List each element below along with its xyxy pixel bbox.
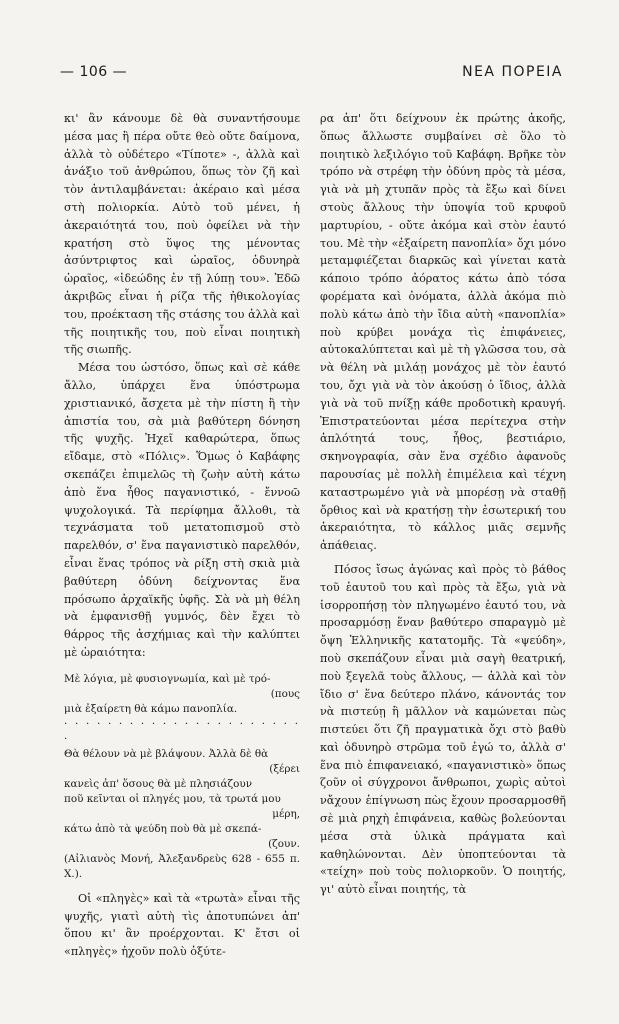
verse-line: κάτω ἀπὸ τὰ ψεύδη ποὺ θὰ μὲ σκεπά-: [64, 822, 262, 835]
verse-line: Θὰ θέλουν νὰ μὲ βλάψουν. Ἀλλὰ δὲ θὰ: [64, 747, 269, 760]
paragraph: Οἱ «πληγὲς» καὶ τὰ «τρωτὰ» εἶναι τῆς ψυχῆς, γιατὶ αὐτὴ τὶς ἀποτυπώνει ἀπ' ὅπου κι' ἂν προέρχονται. Κ' ἔτσι οἱ «πληγὲς» ἠχοῦν πολὺ ὀξύτε-: [64, 891, 300, 959]
paragraph: Μέσα του ὡστόσο, ὅπως καὶ σὲ κάθε ἄλλο, ὑπάρχει ἕνα ὑπόστρωμα χριστιανικό, ἄσχετα μὲ τὴν πίστη ἢ τὴν ἀπιστία του, σὰ μιὰ βαθύτερη δόνηση τῆς ψυχῆς. Ἠχεῖ καθαρώτερα, ὅπως εἴδαμε, στὸ «Πόλις». Ὅμως ὁ Καβάφης σκεπάζει ἐπιμελῶς τὴ ζωὴν αὐτὴ κάτω ἀπὸ ἕνα ἦθος παγανιστικό, - ἔννοῶ ψυχολογικά. Τὰ περίφημα ἄλλοθι, τὰ τεχνάσματα τοῦ μετατοπισμοῦ στὸ παρελθόν, σ' ἕνα παγανιστικὸ παρελθόν, εἶναι ἕνας τρόπος νὰ ρίξη στὴ σκιὰ μιὰ βαθύτερη ὀδύνη δείχνοντας ἕνα πρόσωπο ἀρχαϊκῆς ὑφῆς. Σὰ νὰ μὴ θέλη νὰ ἐμφανισθῇ γυμνός, δὲν ἔχει τὸ θάρρος τῆς ἀσχήμιας καὶ τὴν καλύπτει μὲ ὡραιότητα:: [64, 361, 300, 659]
paragraph: ρα ἀπ' ὅτι δείχνουν ἐκ πρώτης ἀκοῆς, ὅπως ἄλλωστε συμβαίνει σὲ ὅλο τὸ ποιητικὸ λεξιλόγιο τοῦ Καβάφη. Βρῆκε τὸν τρόπο νὰ στρέφη τὴν ὀδύνη πρὸς τὰ μέσα, γιὰ νὰ μὴ χτυπᾶν πρὸς τὰ ἔξω καὶ δίνει στοὺς ἄλλους τὴν ὑποψία τοῦ κρυφοῦ μαρτυρίου, - οὔτε ἀκόμα καὶ στὸν ἑαυτό του. Μὲ τὴν «ἐξαίρετη πανοπλία» ὄχι μόνο μεταμφιέζεται διαρκῶς καὶ γίνεται κατὰ κάποιο τρόπο ἀόρατος κάτω ἀπὸ τόσα φορέματα καὶ ὀνόματα, ἀλλὰ ἀκόμα πιὸ πολὺ κάτω ἀπὸ τὴν ἴδια αὐτὴ «πανοπλία» ποὺ κρύβει μονάχα τὶς ἐπιφάνειες, αὐτοκαλύπτεται καὶ μὲ τὴ γλῶσσα του, σὰ νὰ θέλη νὰ μιλάῃ μονάχος μὲ τὸν ἑαυτό του, ὄχι γιὰ νὰ τὸν ἀκούσῃ ὁ ἴδιος, ἀλλὰ γιὰ νὰ τοῦ πνίξῃ κάθε προδοτικὴ κραυγή. Ἐπιστρατεύονται μέσα περίτεχνα στὴν ἁπλότητά τους, ἦθος, βεστιάριο, σκηνογραφία, σὰν ἕνα σχέδιο ἀφανοῦς παρουσίας μὲ πολλὴ ἐπιμέλεια καὶ τέχνη καταστρωμένο γιὰ νὰ μπορέσῃ νὰ σταθῇ ὄρθιος καὶ νὰ κρατήσῃ τὴν ἐσωτερική του ἀκεραιότητα, τὸ κάλλος μιᾶς σεμνῆς ἀπάθειας.: [320, 112, 566, 553]
verse-line: μιὰ ἐξαίρετη θὰ κάμω πανοπλία.: [64, 702, 238, 715]
verse-line-continuation: (πους: [270, 687, 300, 700]
page-header: [60, 64, 563, 88]
paragraph: κι' ἂν κάνουμε δὲ θὰ συναντήσουμε μέσα μας ἢ πέρα οὔτε θεὸ οὔτε δαίμονα, ἀλλὰ τὸ οὐδέτερο «Τίποτε» -, ἀλλὰ καὶ ἀνάξιο τοῦ ἀνθρώπου, ὅπως τὸν ζῆ καὶ τὸν ἀντιλαμβάνεται: ἀκέραιο καὶ μέσα στὴ πολιορκία. Αὐτὸ τοῦ μένει, ἡ ἀκεραιότητά του, ποὺ ὀφείλει νὰ τὴν κρατήση στὸ ὕψος της μένοντας ἀσύντριφτος καὶ ὡραῖος, ὀδυνηρὰ ὡραῖος, «ἰδεώδης ἐν τῇ λύπῃ του». Ἐδῶ ἀκριβῶς εἶναι ἡ ρίζα τῆς ἠθικολογίας του, προέκταση τῆς στάσης του ἀλλὰ καὶ τῆς ποιητικῆς του, ποὺ εἶναι ποιητικὴ τῆς σιωπῆς.: [64, 112, 300, 357]
page-number: — 106 —: [60, 64, 128, 80]
paragraph: Πόσος ἴσως ἀγώνας καὶ πρὸς τὸ βάθος τοῦ ἑαυτοῦ του καὶ πρὸς τὰ ἔξω, γιὰ νὰ ἰσορροπήσῃ τὸν πληγωμένο ἑαυτό του, νὰ προσαρμόσῃ ἕναν βαθύτερο σπαραγμὸ μὲ ὄψη Ἑλληνικῆς κατατομῆς. Τὰ «ψεύδη», ποὺ σκεπάζουν εἶναι μιὰ σαγὴ θεατρική, ποὺ ξεγελᾶ τοὺς ἄλλους, — ἀλλὰ καὶ τὸν ἴδιο σ' ἕνα δεύτερο πλάνο, κάνοντάς τον νὰ πιστεύῃ ἢ μᾶλλον νὰ καμώνεται πὼς πιστεύει ὅτι ζῆ πραγματικὰ ὄχι στὸ βαθὺ καὶ ὀδυνηρὸ στρῶμα τοῦ ἐγώ το, ἀλλὰ σ' ἕνα πιὸ ἐπιφανειακό, «παγανιστικὸ» ὅπως ζοῦν οἱ σύγχρονοι ἄνθρωποι, χωρὶς αὐτοὶ νἄχουν ἐπίγνωση πὼς ἔχουν προσαρμοσθῆ σὲ μιὰ ρηχὴ ἐπιφάνεια, καθὼς βολεύονται μέσα στὰ ὑλικὰ πράγματα καὶ καθηλώνονται. Δὲν ὑποπτεύονται τὰ «τείχη» ποὺ τοὺς πολιορκοῦν. Ὁ ποιητής, γι' αὐτὸ εἶναι ποιητής, τὰ: [320, 562, 566, 897]
verse-line: Μὲ λόγια, μὲ φυσιογνωμία, καὶ μὲ τρό-: [64, 672, 271, 685]
verse-line-continuation: μέρη,: [272, 807, 300, 820]
verse-line-continuation: (ξέρει: [269, 762, 300, 775]
verse-line: ποῦ κεῖνται οἱ πληγές μου, τὰ τρωτά μου: [64, 792, 281, 805]
left-column: [64, 110, 300, 961]
right-column: [320, 110, 566, 899]
verse-line: κανεὶς ἀπ' ὅσους θὰ μὲ πλησιάζουν: [64, 777, 253, 790]
journal-title: ΝΕΑ ΠΟΡΕΙΑ: [462, 64, 563, 80]
verse-line-continuation: (ζουν.: [268, 837, 300, 850]
ellipsis-line: · · · · · · · · · · · · · · · · · · · · · · ·: [64, 717, 300, 745]
poem-source: (Αἰλιανὸς Μονή, Ἀλεξανδρεὺς 628 - 655 π. Χ.).: [64, 852, 300, 880]
poem-quote: [64, 672, 300, 882]
